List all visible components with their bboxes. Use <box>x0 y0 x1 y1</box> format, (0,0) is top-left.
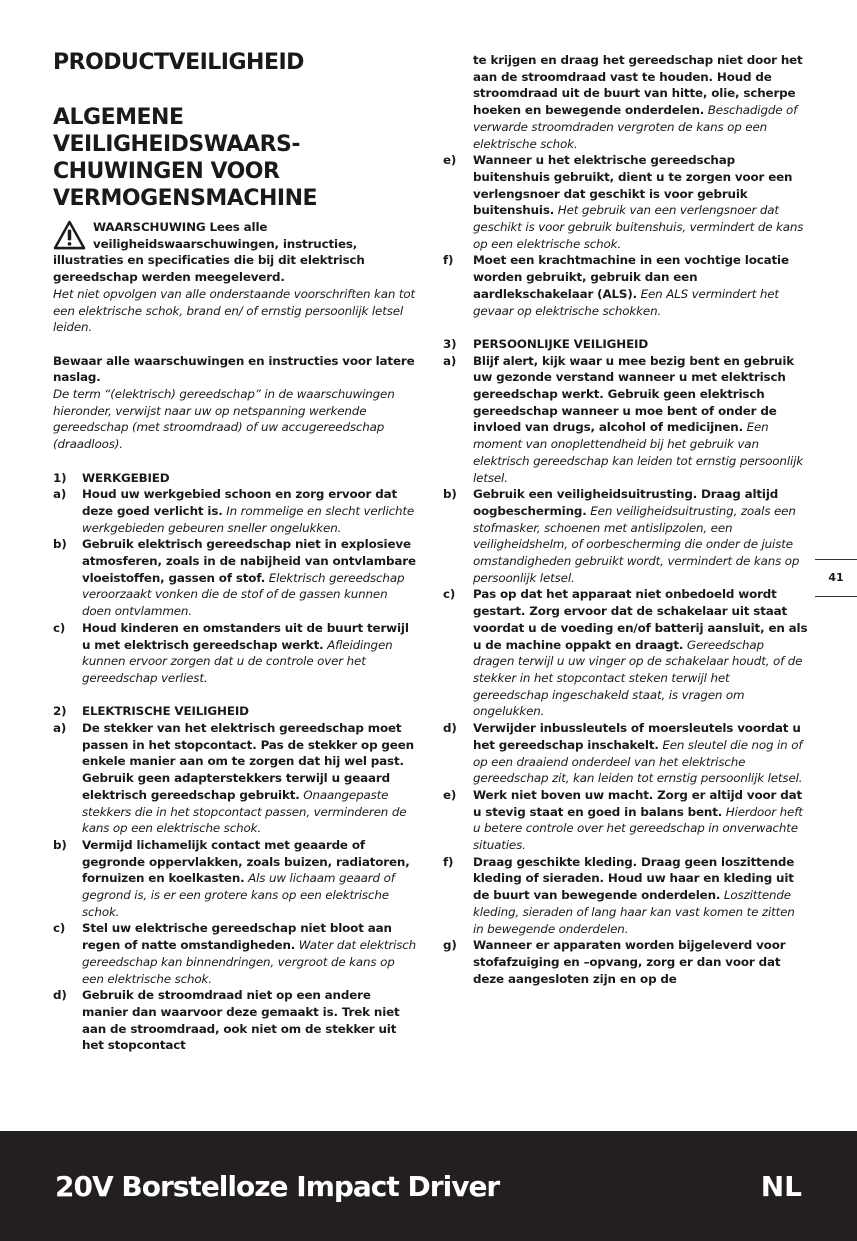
item-bold: Vermijd lichamelijk contact met geaarde of gegronde oppervlakken, zoals buizen, radiatoren, fornuizen en koelkasten. <box>82 837 410 886</box>
section-title: ALGEMENE VEILIGHEIDSWAARS-CHUWINGEN VOOR VERMOGENSMACHINE <box>53 105 318 211</box>
item-bold: Verwijder inbussleutels of moersleutels voordat u het gereedschap inschakelt. <box>473 721 801 752</box>
item-bold: Houd kinderen en omstanders uit de buurt terwijl u met elektrisch gereedschap werkt. <box>82 620 409 652</box>
item-italic: Afleidingen kunnen ervoor zorgen dat u de controle over het gereedschap verliest. <box>82 637 393 685</box>
item-italic: Loszittende kleding, sieraden of lang haar kan vast komen te zitten in bewegende onderdelen. <box>473 888 795 936</box>
item-italic: In rommelige en slecht verlichte werkgebieden gebeuren sneller ongelukken. <box>82 503 415 535</box>
item-bold: Gebruik elektrisch gereedschap niet in explosieve atmosferen, zoals in de nabijheid van ontvlambare vloeistoffen, gassen of stof. <box>82 537 416 585</box>
page-number: 41 <box>815 559 857 597</box>
item-bold: Pas op dat het apparaat niet onbedoeld wordt gestart. Zorg ervoor dat de schakelaar uit staat voordat u de voeding en/of batterij aansluit, en als u de machine oppakt en draagt. <box>473 587 808 652</box>
item-bold: Werk niet boven uw macht. Zorg er altijd voor dat u stevig staat en goed in balans bent. <box>473 787 802 819</box>
section-heading-personal-safety <box>443 336 808 353</box>
item-italic: Hierdoor heft u betere controle over het gereedschap in onverwachte situaties. <box>473 804 803 853</box>
item-label: c) <box>53 921 66 936</box>
section-heading-electrical <box>53 703 419 720</box>
list-item <box>53 720 419 837</box>
item-italic: Het gebruik van een verlengsnoer dat geschikt is voor gebruik buitenshuis, vermindert de kans op een elektrische schok. <box>473 203 804 251</box>
list-item <box>443 854 808 938</box>
item-bold: Gebruik een veiligheidsuitrusting. Draag altijd oogbescherming. <box>473 487 779 518</box>
term-definition: De term “(elektrisch) gereedschap” in de waarschuwingen hieronder, verwijst naar uw op netspanning werkende gereedschap (met stroomdraad) of uw accugereedschap (draadloos). <box>53 387 395 452</box>
list-item-continuation <box>443 52 808 152</box>
list-item <box>443 152 808 252</box>
item-label: a) <box>443 353 457 368</box>
item-italic: Een moment van onoplettendheid bij het gebruik van elektrisch gereedschap kan leiden tot ernstig persoonlijk letsel. <box>473 420 804 485</box>
right-column <box>443 52 808 987</box>
item-bold: Wanneer er apparaten worden bijgeleverd voor stofafzuiging en –opvang, zorg er dan voor dat deze aangesloten zijn en op de <box>473 938 786 986</box>
section-heading: ELEKTRISCHE VEILIGHEID <box>82 704 249 719</box>
warning-line-3: illustraties en specificaties die bij dit elektrisch gereedschap werden meegeleverd. <box>53 253 365 285</box>
list-item <box>443 252 808 319</box>
section-number: 1) <box>53 470 67 485</box>
item-italic: Een veiligheidsuitrusting, zoals een stofmasker, schoenen met antislipzolen, een veiligheidshelm, of oorbescherming die onder de juiste omstandigheden gebruikt wordt, vermindert de kans op persoonlijk letsel. <box>473 503 800 585</box>
item-bold: Gebruik de stroomdraad niet op een andere manier dan waarvoor deze gemaakt is. Trek niet aan de stroomdraad, ook niet om de stekker uit het stopcontact <box>82 988 400 1053</box>
save-instructions: Bewaar alle waarschuwingen en instructies voor latere naslag. <box>53 353 415 385</box>
item-italic: Gereedschap dragen terwijl u uw vinger op de schakelaar houdt, of de stekker in het stopcontact steken terwijl het gereedschap ingeschakeld staat, is vragen om ongelukken. <box>473 637 803 719</box>
item-label: b) <box>53 837 67 852</box>
warning-block <box>53 219 419 336</box>
warning-icon <box>53 220 86 250</box>
item-label: c) <box>443 587 456 602</box>
list-item <box>53 620 419 687</box>
item-italic: Onaangepaste stekkers die in het stopcontact passen, verminderen de kans op een elektrische schok. <box>82 787 407 836</box>
list-item <box>443 486 808 586</box>
section-heading-work-area <box>53 470 419 487</box>
item-italic: Als uw lichaam geaard of gegrond is, is er een grotere kans op een elektrische schok. <box>82 871 395 919</box>
item-label: c) <box>53 620 66 635</box>
item-italic: Elektrisch gereedschap veroorzaakt vonken die de stof of de gassen kunnen doen ontvlammen. <box>82 570 405 619</box>
item-bold: Houd uw werkgebied schoon en zorg ervoor dat deze goed verlicht is. <box>82 487 397 518</box>
page-title: PRODUCTVEILIGHEID <box>53 50 304 75</box>
item-label: e) <box>443 153 457 168</box>
list-item <box>53 536 419 620</box>
list-item <box>443 787 808 854</box>
list-item <box>443 937 808 987</box>
item-italic: Water dat elektrisch gereedschap kan binnendringen, vergroot de kans op een elektrische schok. <box>82 938 417 986</box>
section-heading: WERKGEBIED <box>82 470 170 485</box>
item-bold: Wanneer u het elektrische gereedschap buitenshuis gebruikt, dient u te zorgen voor een verlengsnoer dat geschikt is voor gebruik buitenshuis. <box>473 153 793 218</box>
item-label: a) <box>53 721 67 736</box>
item-italic: Beschadigde of verwarde stroomdraden vergroten de kans op een elektrische schok. <box>473 103 798 151</box>
warning-line-2: veiligheidswaarschuwingen, instructies, <box>93 236 358 251</box>
footer-language: NL <box>760 1170 802 1203</box>
list-item <box>53 920 419 987</box>
item-bold: Blijf alert, kijk waar u mee bezig bent en gebruik uw gezonde verstand wanneer u met elektrisch gereedschap werkt. Gebruik geen elektrisch gereedschap wanneer u moe bent of onder de invloed van drugs, alcohol of medicijnen. <box>473 353 795 435</box>
list-item <box>53 486 419 536</box>
item-label: f) <box>443 253 454 268</box>
item-bold: Draag geschikte kleding. Draag geen loszittende kleding of sieraden. Houd uw haar en kleding uit de buurt van bewegende onderdelen. <box>473 854 795 903</box>
list-item <box>443 586 808 720</box>
section-heading: PERSOONLIJKE VEILIGHEID <box>473 336 649 351</box>
warning-heading: WAARSCHUWING Lees alle <box>93 220 268 234</box>
list-item <box>53 987 419 1054</box>
list-item <box>443 720 808 787</box>
item-label: d) <box>443 721 457 736</box>
list-item <box>53 837 419 921</box>
item-label: d) <box>53 988 67 1003</box>
section-number: 3) <box>443 336 457 351</box>
item-italic: Een ALS vermindert het gevaar op elektrische schokken. <box>473 286 779 318</box>
section-number: 2) <box>53 704 67 719</box>
item-italic: Een sleutel die nog in of op een draaiend onderdeel van het elektrische gereedschap zit, kan leiden tot ernstig persoonlijk letsel. <box>473 737 803 786</box>
item-bold: De stekker van het elektrisch gereedschap moet passen in het stopcontact. Pas de stekker op geen enkele manier aan om te zorgen dat hij wel past. Gebruik geen adapterstekkers terwijl u geaard elektrisch gereedschap gebruikt. <box>82 721 414 802</box>
item-label: b) <box>443 487 457 502</box>
list-item <box>443 353 808 487</box>
left-column <box>53 219 419 1054</box>
item-bold: Stel uw elektrische gereedschap niet bloot aan regen of natte omstandigheden. <box>82 921 392 953</box>
item-label: b) <box>53 537 67 552</box>
item-bold: te krijgen en draag het gereedschap niet door het aan de stroomdraad vast te houden. Houd de stroomdraad uit de buurt van hitte, olie, scherpe hoeken en bewegende onderdelen. <box>473 53 803 118</box>
warning-text: Het niet opvolgen van alle onderstaande voorschriften kan tot een elektrische schok, brand en/ of ernstig persoonlijk letsel leiden. <box>53 286 416 335</box>
item-bold: Moet een krachtmachine in een vochtige locatie worden gebruikt, gebruik dan een aardlekschakelaar (ALS). <box>473 253 789 301</box>
item-label: e) <box>443 787 457 802</box>
footer-title: 20V Borstelloze Impact Driver <box>55 1170 500 1203</box>
item-label: f) <box>443 854 454 869</box>
item-label: a) <box>53 487 67 502</box>
item-label: g) <box>443 938 457 953</box>
